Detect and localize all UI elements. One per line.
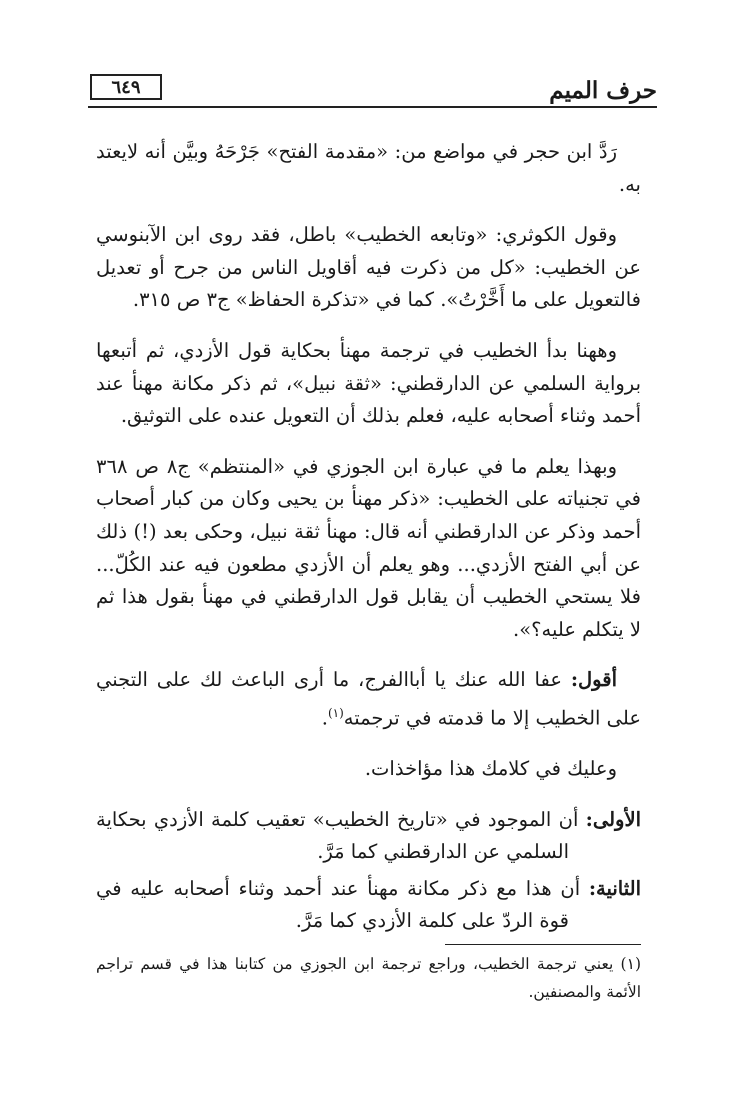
page-header [88, 72, 657, 108]
objection-2-text: أن هذا مع ذكر مكانة مهنأ عند أحمد وثناء أصحابه عليه في قوة الردّ على كلمة الأزدي كما مَرَّ. [96, 876, 589, 933]
header-rule [88, 106, 657, 108]
paragraph-2: وقول الكوثري: «وتابعه الخطيب» باطل، فقد روى ابن الآبنوسي عن الخطيب: «كل من ذكرت فيه أقاويل الناس من جرح أو تعديل فالتعويل على ما أَخَّرْتُ». كما في «تذكرة الحفاظ» ج٣ ص ٣١٥. [96, 223, 641, 312]
running-title: حرف الميم [549, 77, 657, 104]
objection-2 [96, 873, 641, 938]
paragraph-1: رَدَّ ابن حجر في مواضع من: «مقدمة الفتح» جَرْحَهُ وبيَّن أنه لايعتد به. [96, 140, 641, 196]
footnote-1: (١) يعني ترجمة الخطيب، وراجع ترجمة ابن الجوزي من كتابنا هذا في قسم تراجم الأئمة والمصنفين. [96, 955, 641, 1001]
objection-1 [96, 804, 641, 869]
objection-2-lead: الثانية: [588, 876, 641, 900]
paragraph-5 [96, 664, 641, 735]
paragraph-5-end: . [321, 706, 328, 730]
paragraph-5-lead: أقول: [570, 668, 617, 692]
objection-1-text: أن الموجود في «تاريخ الخطيب» تعقيب كلمة الأزدي بحكاية السلمي عن الدارقطني كما مَرَّ. [96, 807, 586, 864]
paragraph-5-text: عفا الله عنك يا أباالفرج، ما أرى الباعث لك على التجني على الخطيب إلا ما قدمته في ترجمته [96, 668, 641, 730]
paragraph-4: وبهذا يعلم ما في عبارة ابن الجوزي في «المنتظم» ج٨ ص ٣٦٨ في تجنياته على الخطيب: «ذكر مهنأ بن يحيى وكان من كبار أصحاب أحمد وذكر عن الدارقطني أنه قال: مهنأ ثقة نبيل، وحكى بعد (!) ذلك عن أبي الفتح الأزدي... وهو يعلم أن الأزدي مطعون فيه عند الكُلّ... فلا يستحي الخطيب أن يقابل قول الدارقطني في مهنأ بقول هذا ثم لا يتكلم عليه؟». [96, 454, 641, 641]
page-number: ٦٤٩ [90, 74, 162, 100]
footnotes [96, 950, 641, 1006]
footnote-marker: (١) [327, 705, 344, 720]
paragraph-3: وههنا بدأ الخطيب في ترجمة مهنأ بحكاية قول الأزدي، ثم أتبعها برواية السلمي عن الدارقطني: «ثقة نبيل»، ثم ذكر مكانة مهنأ عند أحمد وثناء أصحابه عليه، فعلم بذلك أن التعويل عنده على التوثيق. [96, 338, 641, 428]
objections-list [96, 804, 641, 938]
objection-1-lead: الأولى: [585, 807, 641, 831]
paragraph-6: وعليك في كلامك هذا مؤاخذات. [364, 757, 617, 780]
main-text [96, 136, 641, 942]
footnote-rule [445, 944, 641, 945]
